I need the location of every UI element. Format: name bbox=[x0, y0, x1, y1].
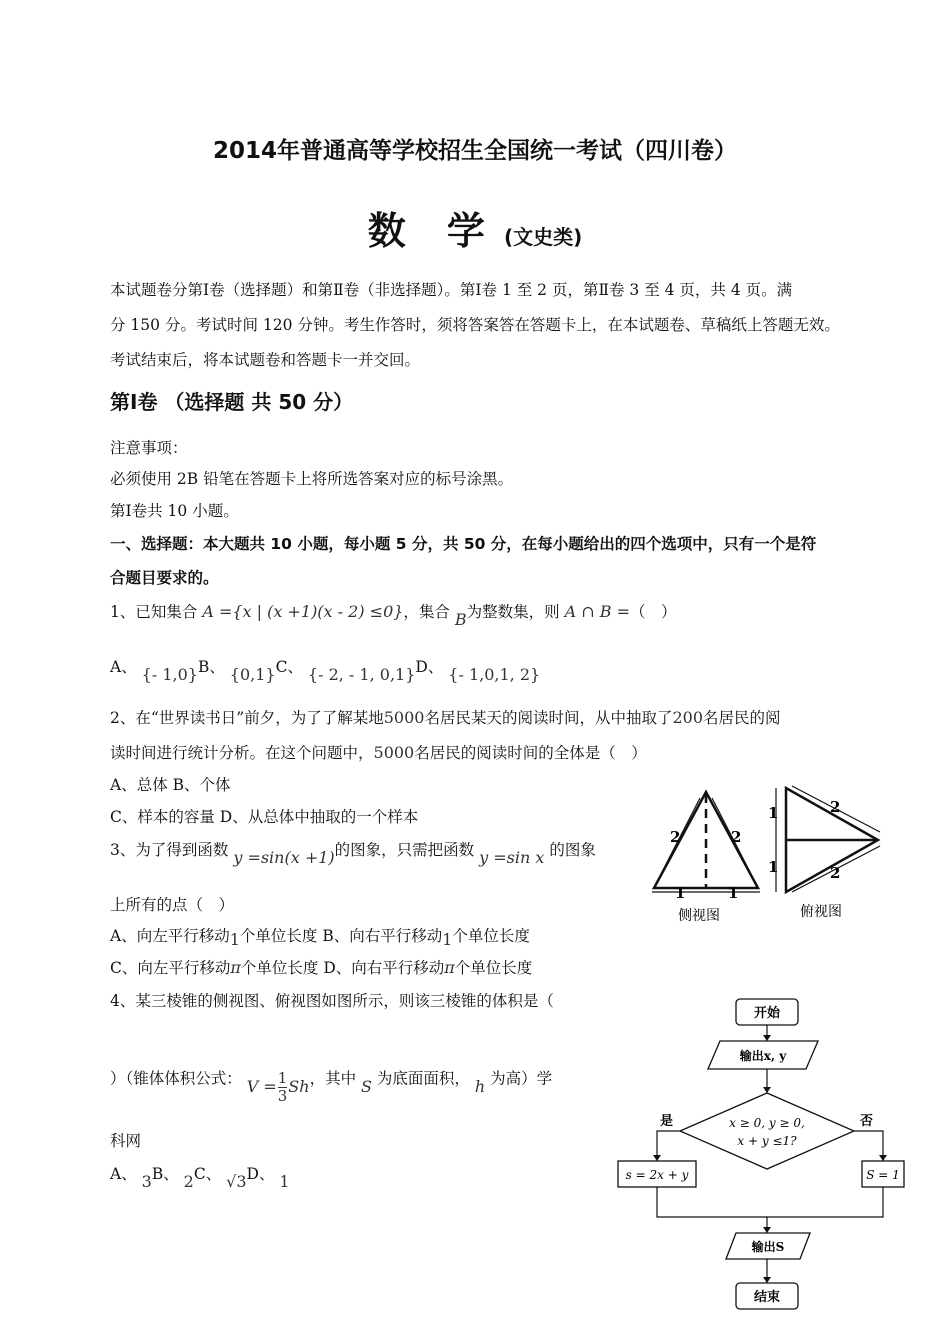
side-dim-left bbox=[662, 798, 700, 872]
flow-cond-line-2: x + y ≤1? bbox=[737, 1134, 797, 1148]
q4-s: S bbox=[361, 1076, 372, 1096]
q2-text-e: 名居民的阅读时间的全体是（ ） bbox=[414, 744, 647, 762]
question-2-line-1 bbox=[110, 706, 781, 728]
instruction-line-1: 一、选择题：本大题共 10 小题，每小题 5 分，共 50 分，在每小题给出的四个选项中，只有一个是符 bbox=[110, 535, 817, 553]
q4-formula-sh: Sh bbox=[288, 1076, 310, 1096]
question-1-options bbox=[110, 655, 541, 684]
q2-options-cd: C、样本的容量 D、从总体中抽取的一个样本 bbox=[110, 808, 419, 826]
q1-opt-b-label: B、 bbox=[197, 658, 225, 676]
top-dim-2-lower: 2 bbox=[830, 864, 841, 882]
q1-opt-c: {- 2, - 1, 0,1} bbox=[307, 665, 416, 684]
q3-mid: 的图象，只需把函数 bbox=[334, 841, 475, 859]
side-view-label: 侧视图 bbox=[678, 908, 720, 924]
top-view-label: 俯视图 bbox=[800, 904, 842, 920]
q1-prefix: 1、已知集合 bbox=[110, 603, 198, 621]
flow-no-label: 否 bbox=[860, 1114, 874, 1129]
q3-options-ab bbox=[110, 924, 530, 949]
q3-prefix: 3、为了得到函数 bbox=[110, 841, 229, 859]
q4-frac-den: 3 bbox=[277, 1087, 288, 1105]
notice-1: 必须使用 2B 铅笔在答题卡上将所选答案对应的标号涂黑。 bbox=[110, 470, 514, 488]
q1-suffix: （ ） bbox=[629, 603, 677, 621]
three-view-figure bbox=[640, 780, 900, 930]
question-3-line-2: 上所有的点（ ） bbox=[110, 896, 235, 914]
q4-text-c: 为底面面积， bbox=[376, 1069, 470, 1088]
q2-n1: 5000 bbox=[383, 708, 425, 727]
q3-options-cd bbox=[110, 956, 532, 978]
q1-mid1: ，集合 bbox=[403, 603, 450, 621]
q4-opt-c: √3 bbox=[226, 1172, 247, 1191]
side-dim-1-right: 1 bbox=[728, 884, 739, 902]
q4-formula-v: V = bbox=[246, 1076, 277, 1096]
flow-cond-line-1: x ≥ 0, y ≥ 0, bbox=[729, 1116, 805, 1130]
q1-opt-a: {- 1,0} bbox=[141, 665, 198, 684]
question-1 bbox=[110, 600, 677, 629]
q2-text-b: 名居民某天的阅读时间，从中抽取了 bbox=[424, 709, 673, 727]
flow-input-text: 输出x, y bbox=[739, 1049, 787, 1063]
q4-h: h bbox=[474, 1076, 486, 1096]
question-4-line-3: 科网 bbox=[110, 1132, 142, 1150]
q1-opt-a-label: A、 bbox=[110, 658, 137, 676]
q4-opt-b: 2 bbox=[183, 1172, 194, 1191]
q3-function-1: y =sin(x +1) bbox=[233, 848, 335, 867]
q2-text-c: 名居民的阅 bbox=[703, 709, 781, 727]
flow-no-box-text: S = 1 bbox=[866, 1168, 900, 1182]
q3-opt-b-post: 个单位长度 bbox=[452, 927, 530, 945]
q4-opt-d: 1 bbox=[279, 1172, 290, 1191]
q2-text-d: 读时间进行统计分析。在这个问题中， bbox=[110, 744, 374, 762]
q1-mid2: 为整数集，则 bbox=[466, 603, 560, 621]
q3-opt-c-post: 个单位长度 D、向右平行移动 bbox=[240, 959, 445, 977]
flowchart bbox=[610, 995, 910, 1315]
q3-opt-b-num: 1 bbox=[442, 930, 453, 949]
top-dim-1-lower: 1 bbox=[768, 858, 779, 876]
subject-name: 数 学 bbox=[367, 209, 499, 253]
intro-line-1: 本试题卷分第Ⅰ卷（选择题）和第Ⅱ卷（非选择题）。第Ⅰ卷 1 至 2 页，第Ⅱ卷 3 至 4 页，共 4 页。满 bbox=[110, 281, 793, 299]
q3-opt-d-sym: π bbox=[444, 958, 455, 977]
flow-yes-box-text: s = 2x + y bbox=[625, 1168, 689, 1182]
q3-suffix: 的图象 bbox=[549, 841, 596, 859]
flow-yes-label: 是 bbox=[660, 1114, 674, 1129]
q1-expr: A ∩ B = bbox=[564, 602, 630, 621]
q4-opt-b-label: B、 bbox=[151, 1165, 179, 1183]
side-dim-2-right: 2 bbox=[731, 828, 742, 846]
q4-opt-a: 3 bbox=[141, 1172, 152, 1191]
question-2-line-2 bbox=[110, 741, 647, 763]
question-4-line-2 bbox=[110, 1062, 553, 1105]
subject-heading bbox=[0, 200, 950, 255]
question-4-options bbox=[110, 1162, 290, 1191]
q3-opt-a-post: 个单位长度 B、向右平行移动 bbox=[239, 927, 443, 945]
q2-n2: 200 bbox=[672, 708, 703, 727]
q2-options-ab: A、总体 B、个体 bbox=[110, 776, 231, 794]
q3-opt-c-sym: π bbox=[230, 958, 241, 977]
q4-opt-c-label: C、 bbox=[193, 1165, 222, 1183]
exam-title: 2014年普通高等学校招生全国统一考试（四川卷） bbox=[212, 138, 737, 164]
q4-opt-a-label: A、 bbox=[110, 1165, 137, 1183]
part1-heading: 第Ⅰ卷 （选择题 共 50 分） bbox=[110, 390, 354, 414]
subject-note: (文史类) bbox=[504, 225, 583, 249]
q1-set-b: B bbox=[454, 610, 467, 629]
top-dim-1-upper: 1 bbox=[768, 804, 779, 822]
q3-function-2: y =sin x bbox=[479, 848, 545, 867]
q4-fraction bbox=[278, 1070, 288, 1105]
flow-output-text: 输出S bbox=[751, 1240, 785, 1254]
flow-start-text: 开始 bbox=[753, 1006, 781, 1021]
q1-opt-b: {0,1} bbox=[229, 665, 276, 684]
q2-text-a: 2、在“世界读书日”前夕，为了了解某地 bbox=[110, 709, 384, 727]
side-dim-2-left: 2 bbox=[670, 828, 681, 846]
q4-text-b: ，其中 bbox=[309, 1069, 357, 1088]
q1-opt-d-label: D、 bbox=[415, 658, 444, 676]
flow-end-text: 结束 bbox=[753, 1290, 781, 1305]
intro-line-2: 分 150 分。考试时间 120 分钟。考生作答时，须将答案答在答题卡上，在本试题卷、草稿纸上答题无效。 bbox=[110, 316, 840, 334]
q3-opt-c-pre: C、向左平行移动 bbox=[110, 959, 231, 977]
q4-frac-num: 1 bbox=[277, 1069, 288, 1087]
q4-text-d: 为高）学 bbox=[490, 1069, 553, 1088]
q3-opt-a-num: 1 bbox=[229, 930, 240, 949]
top-dim-2-upper: 2 bbox=[830, 798, 841, 816]
q1-opt-d: {- 1,0,1, 2} bbox=[448, 665, 541, 684]
flow-decision bbox=[680, 1093, 854, 1169]
q3-opt-a-pre: A、向左平行移动 bbox=[110, 927, 230, 945]
question-4-line-1: 4、某三棱锥的侧视图、俯视图如图所示，则该三棱锥的体积是（ bbox=[110, 992, 554, 1010]
q2-n3: 5000 bbox=[373, 743, 415, 762]
instruction-line-2: 合题目要求的。 bbox=[110, 569, 219, 587]
intro-line-3: 考试结束后，将本试题卷和答题卡一并交回。 bbox=[110, 351, 421, 369]
q4-text-a: ）（锥体体积公式： bbox=[110, 1069, 242, 1088]
q4-opt-d-label: D、 bbox=[246, 1165, 275, 1183]
q3-opt-d-post: 个单位长度 bbox=[454, 959, 533, 977]
notice-title: 注意事项： bbox=[110, 439, 188, 457]
notice-2: 第Ⅰ卷共 10 小题。 bbox=[110, 502, 239, 520]
q1-opt-c-label: C、 bbox=[275, 658, 303, 676]
q1-set-a: A ={x | (x +1)(x - 2) ≤0} bbox=[202, 602, 404, 621]
side-dim-1-left: 1 bbox=[675, 884, 686, 902]
question-3-line-1 bbox=[110, 838, 596, 867]
